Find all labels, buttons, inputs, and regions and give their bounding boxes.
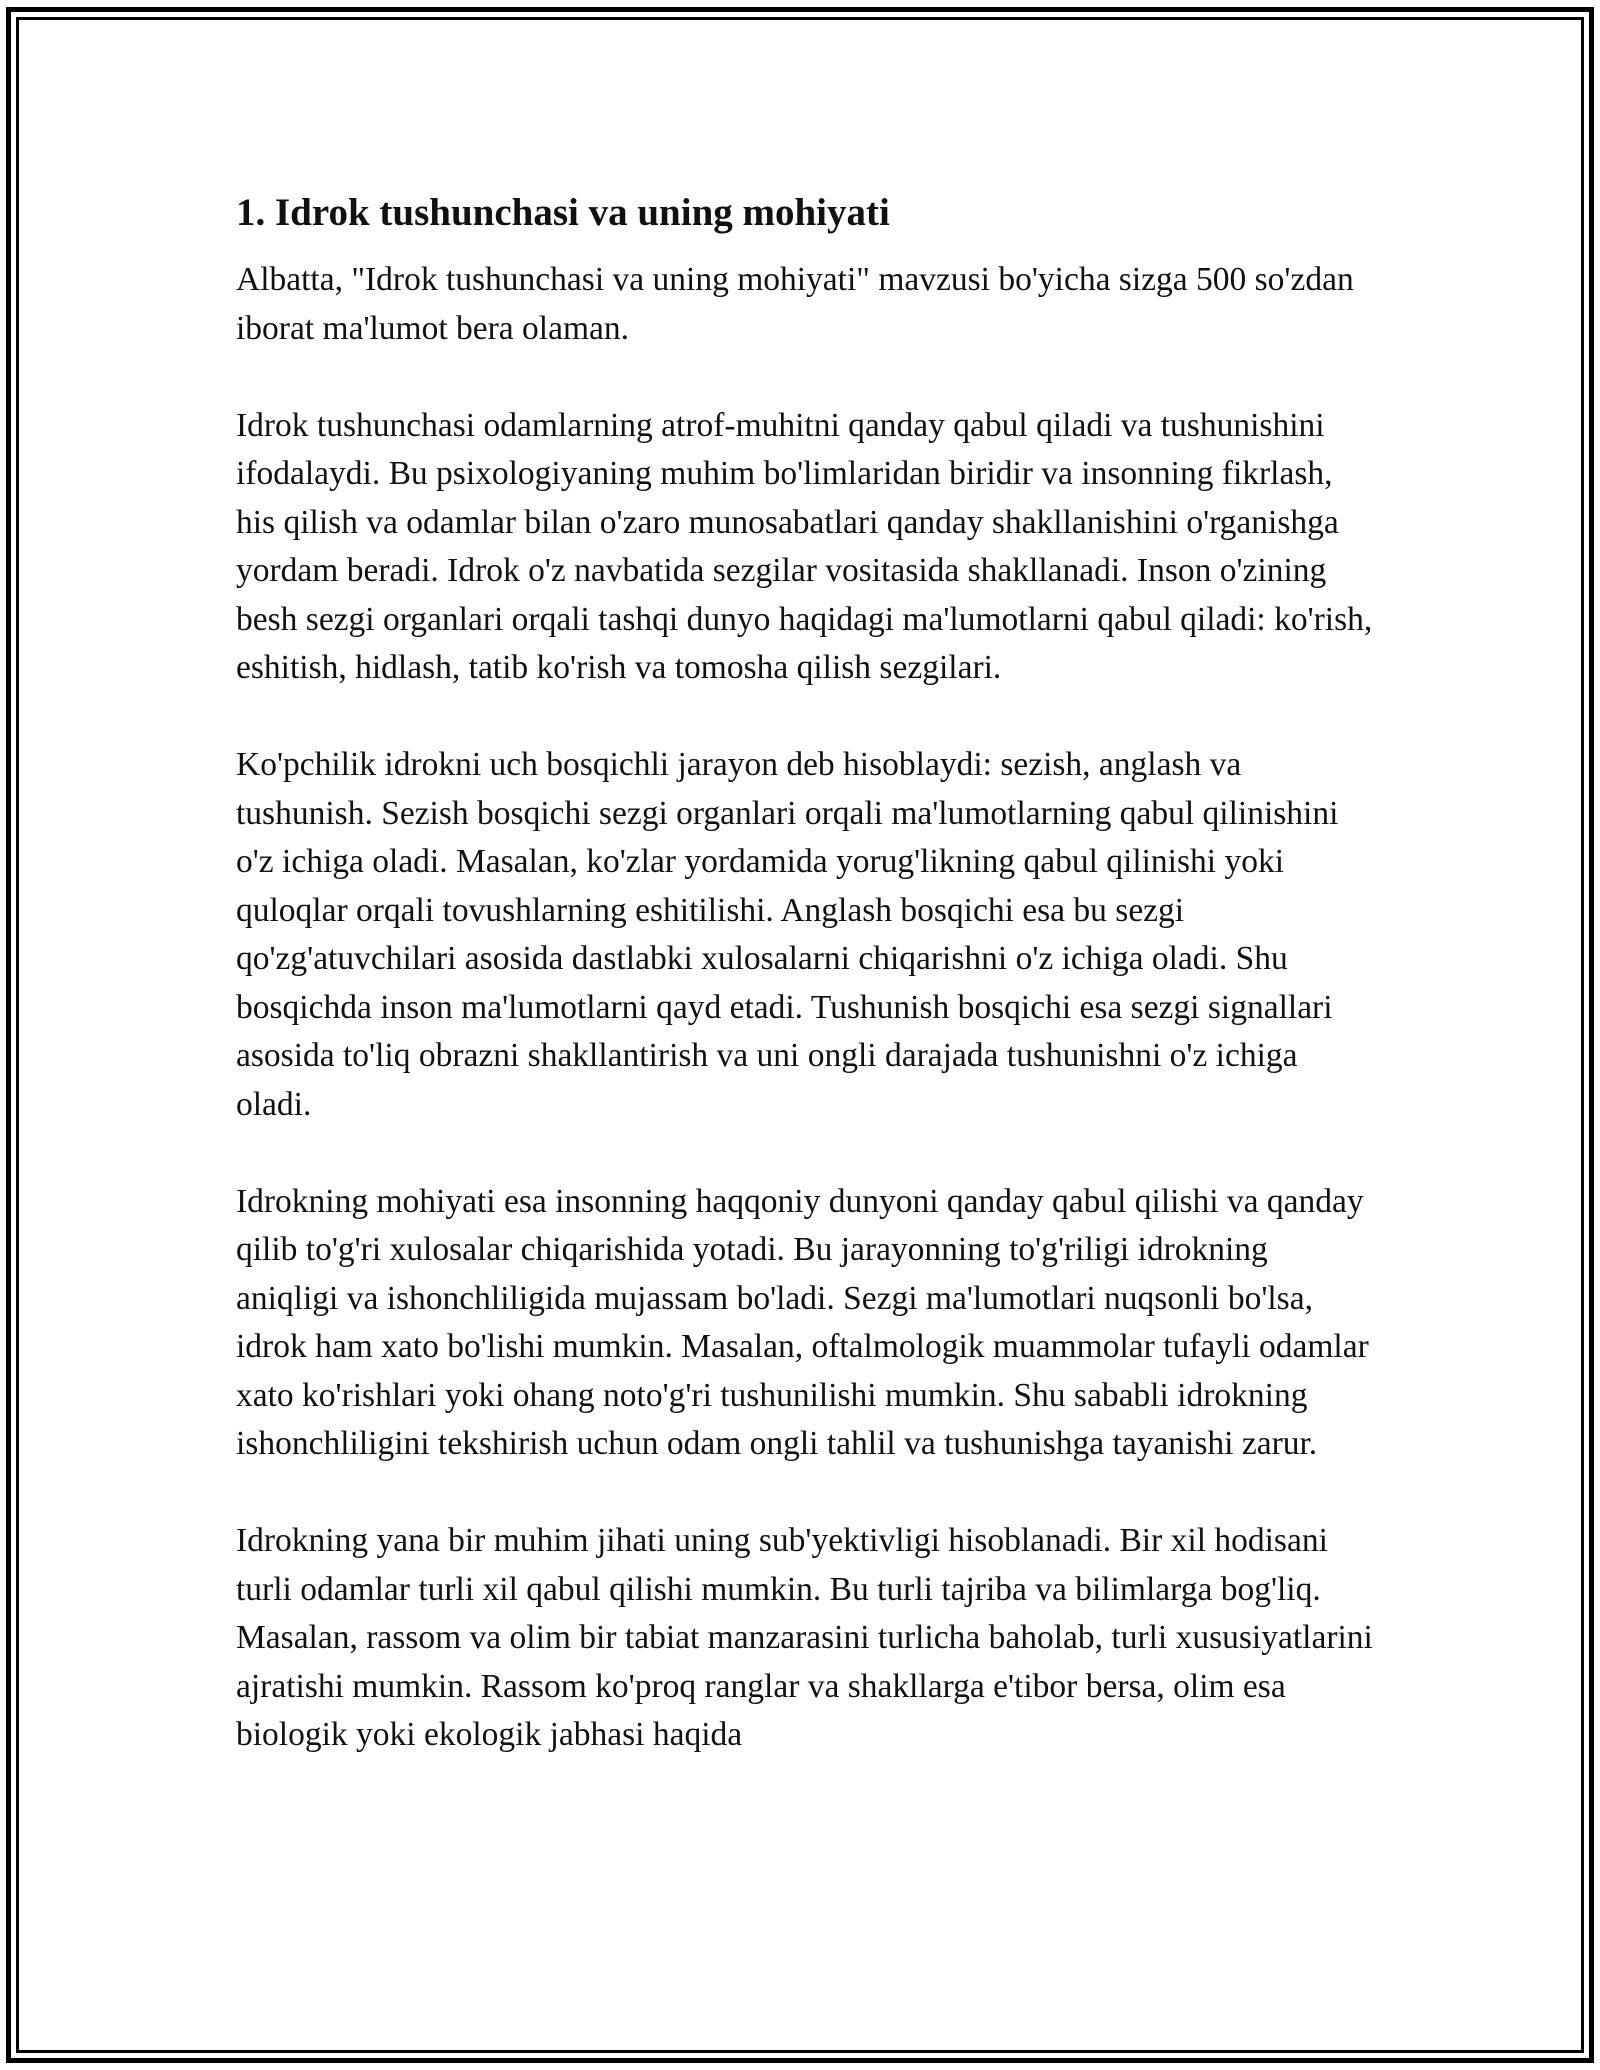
- document-title: 1. Idrok tushunchasi va uning mohiyati: [236, 191, 890, 234]
- paragraph-intro: Albatta, "Idrok tushunchasi va uning mohiyati" mavzusi bo'yicha sizga 500 so'zdan iborat ma'lumot bera olaman.: [236, 261, 1354, 347]
- paragraph-subjectivity: Idrokning yana bir muhim jihati uning sub'yektivligi hisoblanadi. Bir xil hodisani turli odamlar turli xil qabul qilishi mumkin. Bu turli tajriba va bilimlarga bog'liq. Masalan, rassom va olim bir tabiat manzarasini turlicha baholab, turli xususiyatlarini ajratishi mumkin. Rassom ko'proq ranglar va shakllarga e'tibor bersa, olim esa biologik yoki ekologik jabhasi haqida: [236, 1522, 1373, 1753]
- paragraph-essence: Idrokning mohiyati esa insonning haqqoniy dunyoni qanday qabul qilishi va qanday qilib to'g'ri xulosalar chiqarishida yotadi. Bu jarayonning to'g'riligi idrokning aniqligi va ishonchliligida mujassam bo'ladi. Sezgi ma'lumotlari nuqsonli bo'lsa, idrok ham xato bo'lishi mumkin. Masalan, oftalmologik muammolar tufayli odamlar xato ko'rishlari yoki ohang noto'g'ri tushunilishi mumkin. Shu sababli idrokning ishonchliligini tekshirish uchun odam ongli tahlil va tushunishga tayanishi zarur.: [236, 1182, 1369, 1462]
- paragraph-definition: Idrok tushunchasi odamlarning atrof-muhitni qanday qabul qiladi va tushunishini ifodalaydi. Bu psixologiyaning muhim bo'limlaridan biridir va insonning fikrlash, his qilish va odamlar bilan o'zaro munosabatlari qanday shakllanishini o'rganishga yordam beradi. Idrok o'z navbatida sezgilar vositasida shakllanadi. Inson o'zining besh sezgi organlari orqali tashqi dunyo haqidagi ma'lumotlarni qabul qiladi: ko'rish, eshitish, hidlash, tatib ko'rish va tomosha qilish sezgilari.: [236, 406, 1373, 686]
- paragraph-stages: Ko'pchilik idrokni uch bosqichli jarayon deb hisoblaydi: sezish, anglash va tushunish. Sezish bosqichi sezgi organlari orqali ma'lumotlarning qabul qilinishini o'z ichiga oladi. Masalan, ko'zlar yordamida yorug'likning qabul qilinishi yoki quloqlar orqali tovushlarning eshitilishi. Anglash bosqichi esa bu sezgi qo'zg'atuvchilari asosida dastlabki xulosalarni chiqarishni o'z ichiga oladi. Shu bosqichda inson ma'lumotlarni qayd etadi. Tushunish bosqichi esa sezgi signallari asosida to'liq obrazni shakllantirish va uni ongli darajada tushunishni o'z ichiga oladi.: [236, 746, 1339, 1123]
- document-body: [236, 184, 1376, 1760]
